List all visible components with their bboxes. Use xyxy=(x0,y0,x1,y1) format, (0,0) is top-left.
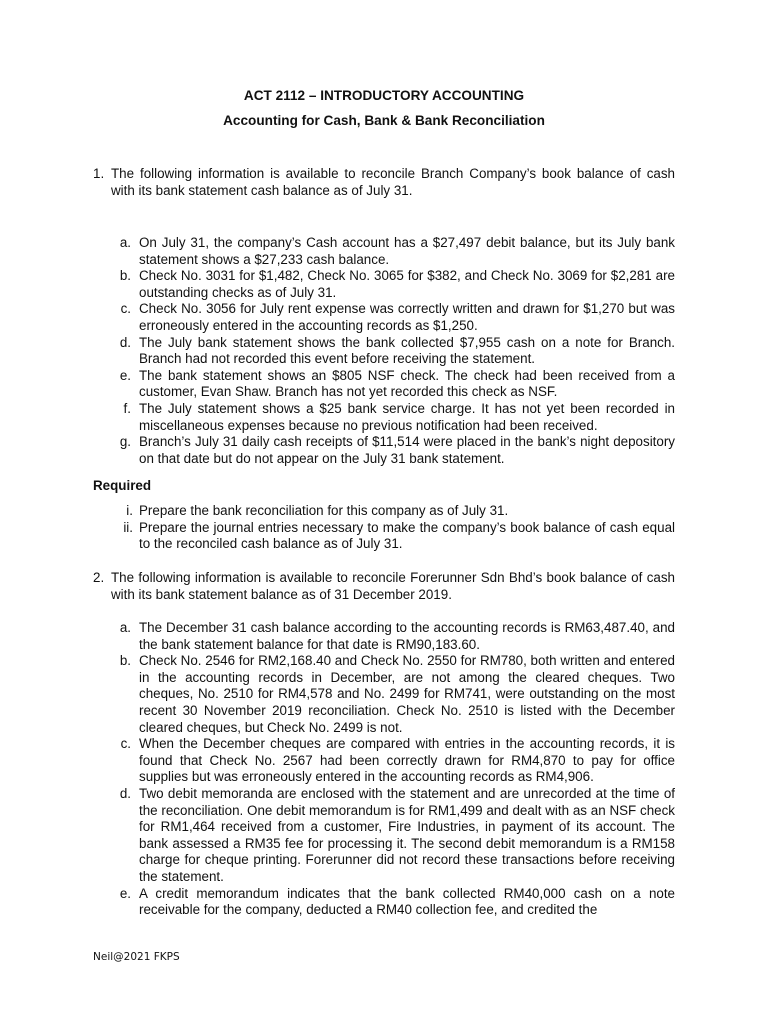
item-label: d. xyxy=(119,334,131,350)
item-label: a. xyxy=(119,235,131,250)
list-item xyxy=(113,235,675,268)
item-text: Two debit memoranda are enclosed with the statement and are unrecorded at the time of the reconciliation. One debit memorandum is for RM1,499 and dealt with as an NSF check for RM1,464 received from a customer, Fire Industries, in payment of its account. The bank assessed a RM35 fee for processing it. The second debit memorandum is a RM158 charge for cheque printing. Forerunner did not record these transactions before receiving the statement. xyxy=(139,785,675,884)
list-item xyxy=(113,268,675,301)
item-text: When the December cheques are compared with entries in the accounting records, it is found that Check No. 2567 had been correctly drawn for RM4,870 to pay for office supplies but was erroneously entered in the accounting records as RM4,906. xyxy=(139,736,675,785)
list-item xyxy=(113,401,675,434)
item-text: Branch’s July 31 daily cash receipts of $11,514 were placed in the bank’s night depository on that date but do not appear on the July 31 bank statement. xyxy=(139,434,675,466)
item-label: e. xyxy=(119,367,131,383)
list-item xyxy=(113,335,675,368)
item-label: c. xyxy=(120,736,131,752)
list-item xyxy=(113,520,675,553)
page-footer: Neil@2021 FKPS xyxy=(93,951,180,963)
item-text: The July statement shows a $25 bank service charge. It has not yet been recorded in miscellaneous expenses because no previous notification had been received. xyxy=(139,400,675,433)
item-text: On July 31, the company’s Cash account has a $27,497 debit balance, but its July bank statement shows a $27,233 cash balance. xyxy=(139,235,675,267)
item-label: ii. xyxy=(123,519,133,535)
list-item xyxy=(113,786,675,886)
item-label: a. xyxy=(119,620,131,635)
item-label: b. xyxy=(119,653,131,669)
item-text: Check No. 2546 for RM2,168.40 and Check No. 2550 for RM780, both written and entered in the accounting records in December, are not among the cleared cheques. Two cheques, No. 2510 for RM4,578 and No. 2499 for RM741, were outstanding on the most recent 30 November 2019 reconciliation. Check No. 2510 is listed with the December cleared cheques, but Check No. 2499 is not. xyxy=(139,653,675,735)
item-text: Check No. 3031 for $1,482, Check No. 3065 for $382, and Check No. 3069 for $2,281 are outstanding checks as of July 31. xyxy=(139,268,675,300)
item-text: The bank statement shows an $805 NSF check. The check had been received from a customer, Evan Shaw. Branch has not yet recorded this check as NSF. xyxy=(139,367,675,400)
list-item xyxy=(113,301,675,334)
question-text: The following information is available to reconcile Forerunner Sdn Bhd’s book balance of cash with its bank statement balance as of 31 December 2019. xyxy=(111,570,675,602)
course-title: ACT 2112 – INTRODUCTORY ACCOUNTING xyxy=(243,88,525,103)
list-item xyxy=(113,736,675,786)
item-label: g. xyxy=(119,434,131,450)
question-1-items xyxy=(113,235,675,467)
question-number: 1. xyxy=(93,166,105,181)
question-text: The following information is available to reconcile Branch Company’s book balance of cash with its bank statement cash balance as of July 31. xyxy=(111,166,675,198)
list-item xyxy=(113,620,675,653)
item-text: A credit memorandum indicates that the bank collected RM40,000 cash on a note receivable for the company, deducted a RM40 collection fee, and credited the xyxy=(139,885,675,918)
item-label: i. xyxy=(126,503,133,518)
item-label: d. xyxy=(119,785,131,801)
list-item xyxy=(113,503,675,520)
question-number: 2. xyxy=(93,570,105,585)
item-text: Check No. 3056 for July rent expense was correctly written and drawn for $1,270 but was erroneously entered in the accounting records as $1,250. xyxy=(139,301,675,333)
list-item xyxy=(113,434,675,467)
question-2-items xyxy=(113,620,675,919)
list-item xyxy=(113,886,675,919)
required-heading: Required xyxy=(93,478,152,493)
question-1 xyxy=(93,166,675,199)
question-2 xyxy=(93,570,675,603)
item-text: The December 31 cash balance according to the accounting records is RM63,487.40, and the bank statement balance for that date is RM90,183.60. xyxy=(139,620,675,652)
item-text: The July bank statement shows the bank collected $7,955 cash on a note for Branch. Branch had not recorded this event before receiving the statement. xyxy=(139,334,675,367)
list-item xyxy=(113,653,675,736)
item-label: c. xyxy=(120,301,131,317)
document-subtitle: Accounting for Cash, Bank & Bank Reconciliation xyxy=(223,113,545,128)
list-item xyxy=(113,368,675,401)
item-label: b. xyxy=(119,268,131,284)
item-label: e. xyxy=(119,885,131,901)
item-text: Prepare the journal entries necessary to make the company’s book balance of cash equal to the reconciled cash balance as of July 31. xyxy=(139,519,675,552)
item-text: Prepare the bank reconciliation for this company as of July 31. xyxy=(139,503,509,518)
item-label: f. xyxy=(123,400,131,416)
required-items xyxy=(113,503,675,553)
